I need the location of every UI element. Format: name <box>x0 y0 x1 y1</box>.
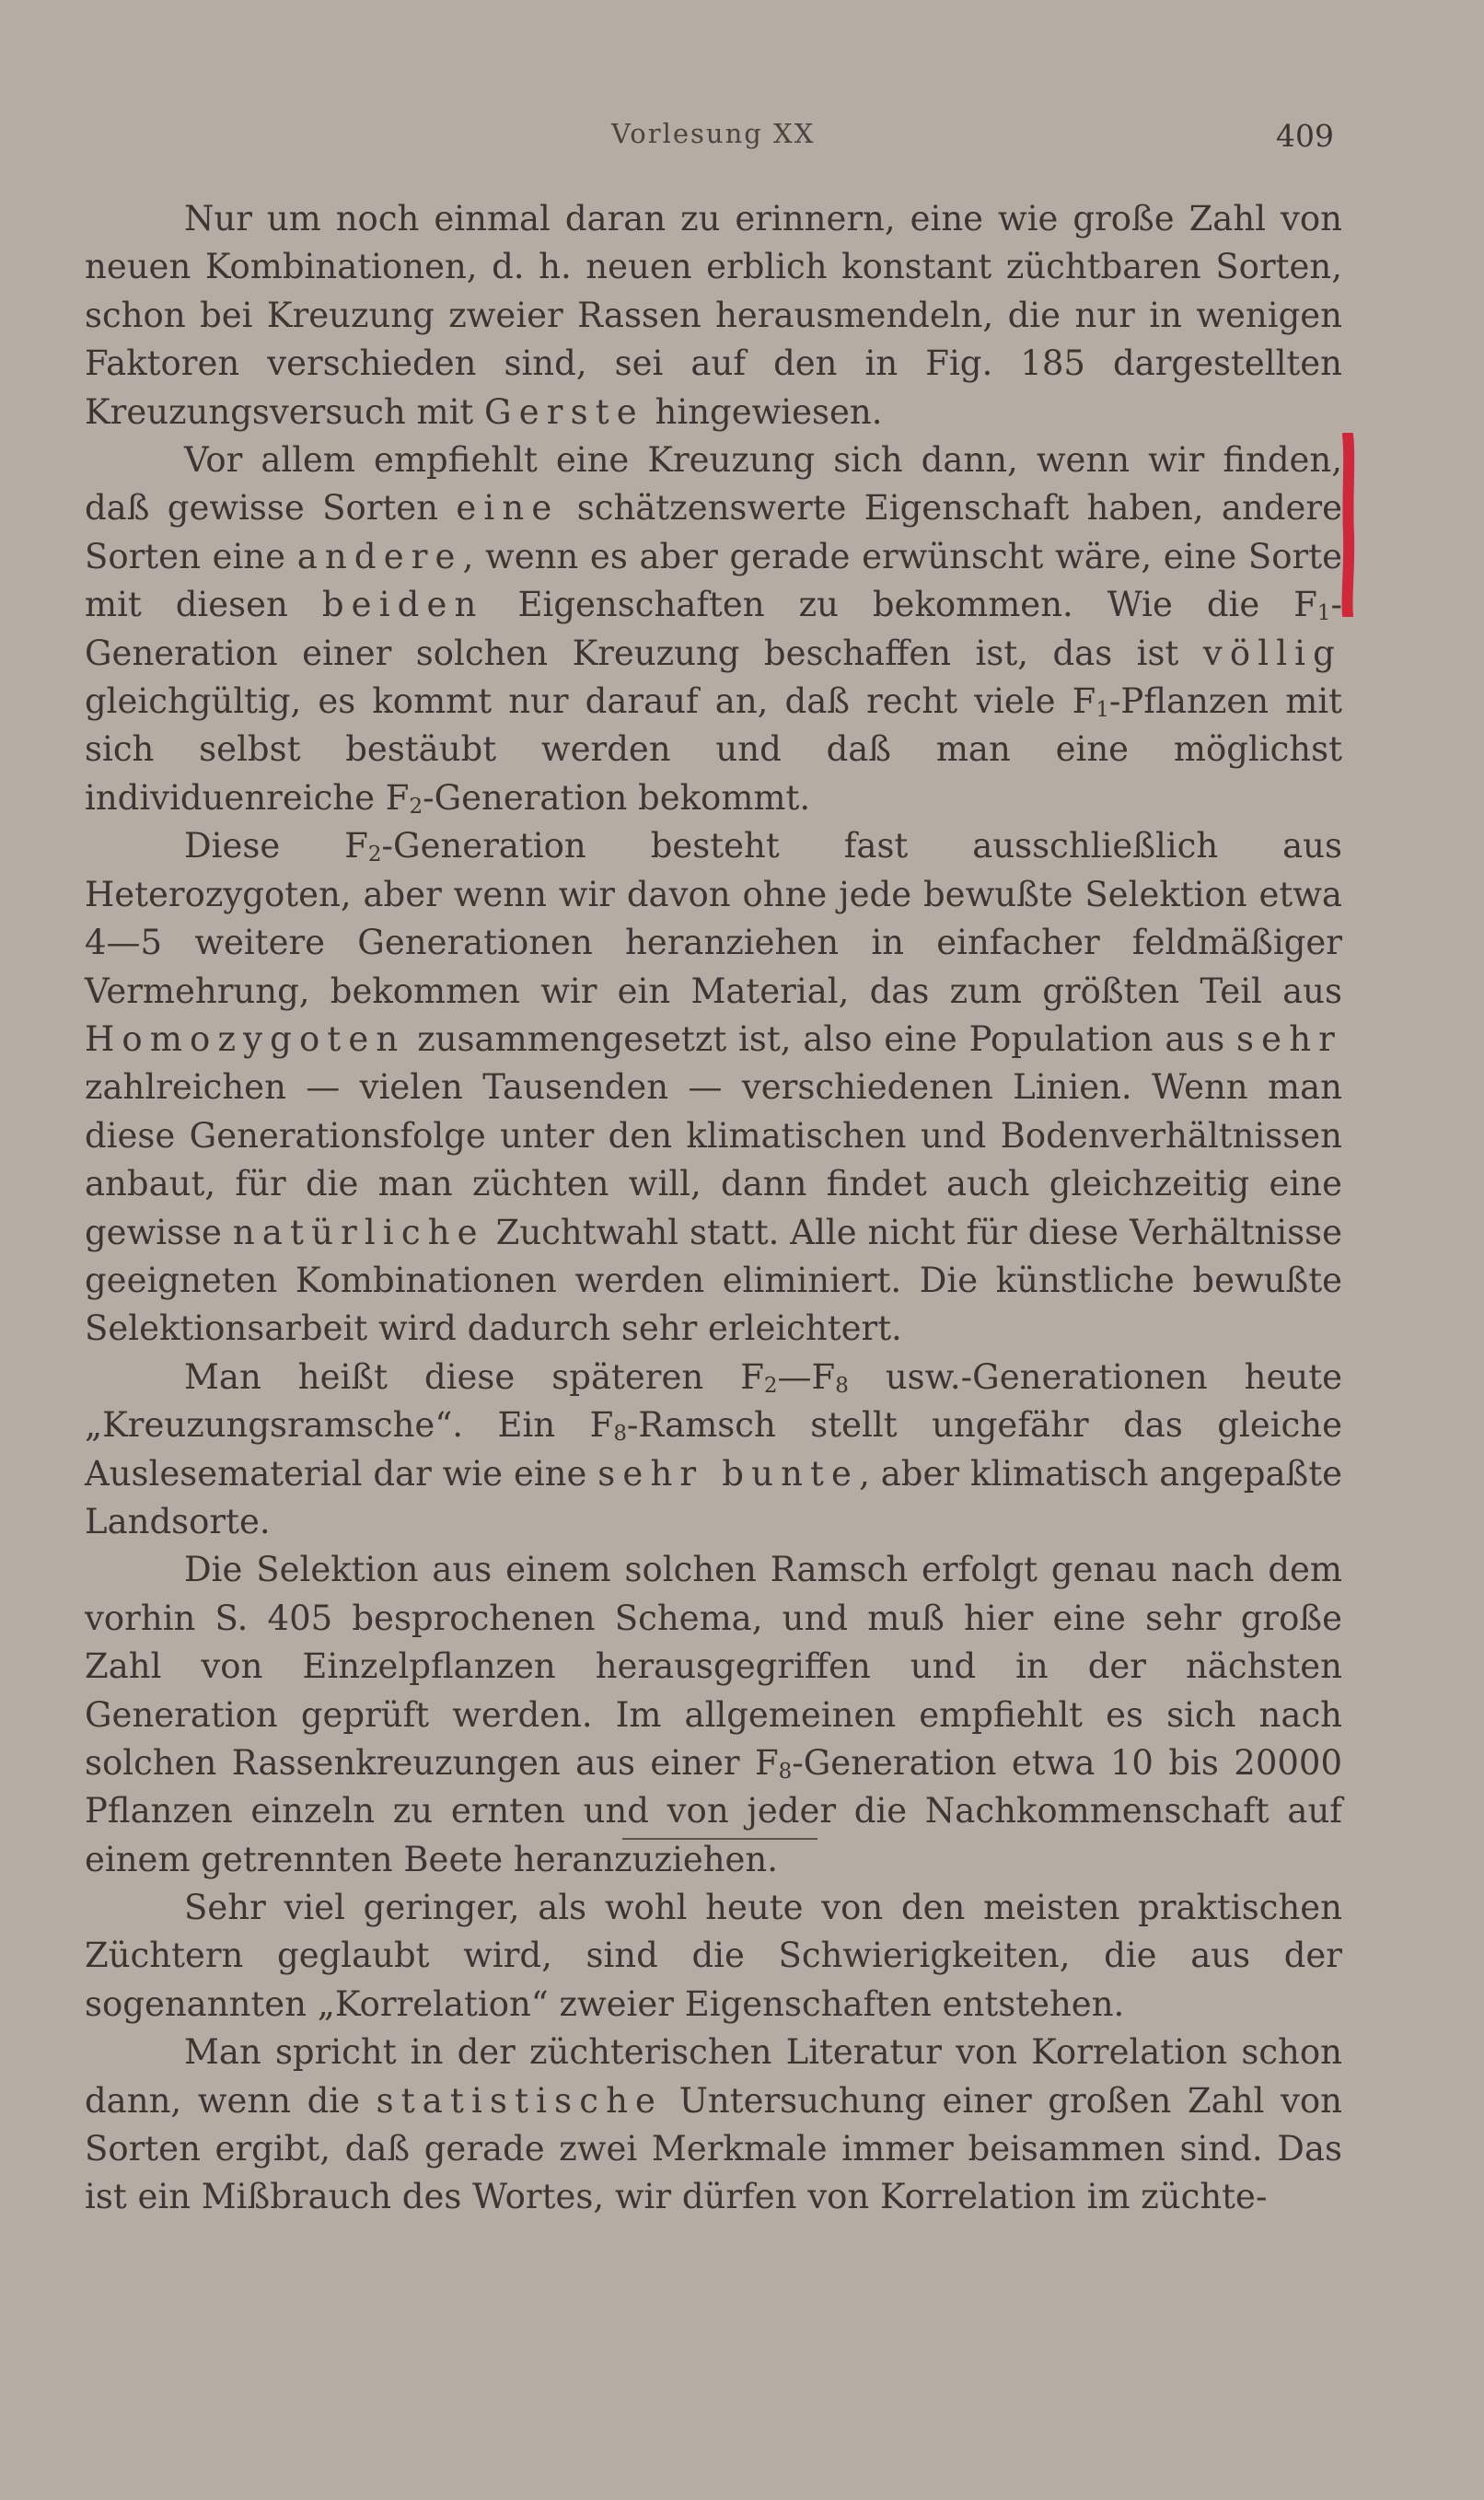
text-block-upper <box>85 195 1342 1884</box>
paragraph-2: Vor allem empfiehlt eine Kreuzung sich dann, wenn wir finden, daß gewisse Sorten eine schätzenswerte Eigenschaft haben, andere Sorten eine andere, wenn es aber gerade erwünscht wäre, eine Sorte mit diesen beiden Eigenschaften zu bekommen. Wie die $F_1$-Generation einer solchen Kreuzung beschaffen ist, das ist völlig gleichgültig, es kommt nur darauf an, daß recht viele $F_1$-Pflanzen mit sich selbst bestäubt werden und daß man eine möglichst individuenreiche $F_2$-Generation bekommt. <box>85 440 1342 819</box>
paragraph-7: Man spricht in der züchterischen Literatur von Korrelation schon dann, wenn die statistische Untersuchung einer großen Zahl von Sorten ergibt, daß gerade zwei Merkmale immer beisammen sind. Das ist ein Mißbrauch des Wortes, wir dürfen von Korrelation im züchte- <box>85 2032 1343 2217</box>
page-header <box>0 118 1484 164</box>
paragraph-6: Sehr viel geringer, als wohl heute von den meisten praktischen Züchtern geglaubt wird, sind die Schwierigkeiten, die aus der sogenannten „Korrelation“ zweier Eigenschaften entstehen. <box>85 1888 1342 2024</box>
paragraph-3: Diese $F_2$-Generation besteht fast ausschließlich aus Heterozygoten, aber wenn wir davon ohne jede bewußte Selektion etwa 4—5 weitere Generationen heranziehen in einfacher feldmäßiger Vermehrung, bekommen wir ein Material, das zum größten Teil aus Homozygoten zusammengesetzt ist, also eine Population aus sehr zahlreichen — vielen Tausenden — verschiedenen Linien. Wenn man diese Generationsfolge unter den klimatischen und Bodenverhältnissen anbaut, für die man züchten will, dann findet auch gleichzeitig eine gewisse natürliche Zuchtwahl statt. Alle nicht für diese Verhältnisse geeigneten Kombinationen werden eliminiert. Die künstliche bewußte Selektionsarbeit wird dadurch sehr erleichtert. <box>85 826 1343 1349</box>
page-number: 409 <box>1276 118 1334 154</box>
paragraph-5: Die Selektion aus einem solchen Ramsch erfolgt genau nach dem vorhin S. 405 besprochenen Schema, und muß hier eine sehr große Zahl von Einzelpflanzen herausgegriffen und in der nächsten Generation geprüft werden. Im allgemeinen empfiehlt es sich nach solchen Rassenkreuzungen aus einer $F_8$-Generation etwa 10 bis 20000 Pflanzen einzeln zu ernten und von jeder die Nachkommenschaft auf einem getrennten Beete heranzuziehen. <box>85 1550 1342 1879</box>
text-block-lower <box>85 1884 1342 2222</box>
paragraph-4: Man heißt diese späteren $F_2—F_8$ usw.-Generationen heute „Kreuzungsramsche“. Ein $F_8$-Ramsch stellt ungefähr das gleiche Auslesematerial dar wie eine sehr bunte, aber klimatisch angepaßte Landsorte. <box>85 1356 1342 1541</box>
red-margin-mark-icon <box>1337 433 1357 617</box>
running-title: Vorlesung XX <box>611 118 816 149</box>
paragraph-1: Nur um noch einmal daran zu erinnern, eine wie große Zahl von neuen Kombinationen, d. h. neuen erblich konstant züchtbaren Sorten, schon bei Kreuzung zweier Rassen herausmendeln, die nur in wenigen Faktoren verschieden sind, sei auf den in Fig. 185 dargestellten Kreuzungsversuch mit Gerste hingewiesen. <box>85 199 1342 432</box>
section-divider <box>622 1838 817 1840</box>
